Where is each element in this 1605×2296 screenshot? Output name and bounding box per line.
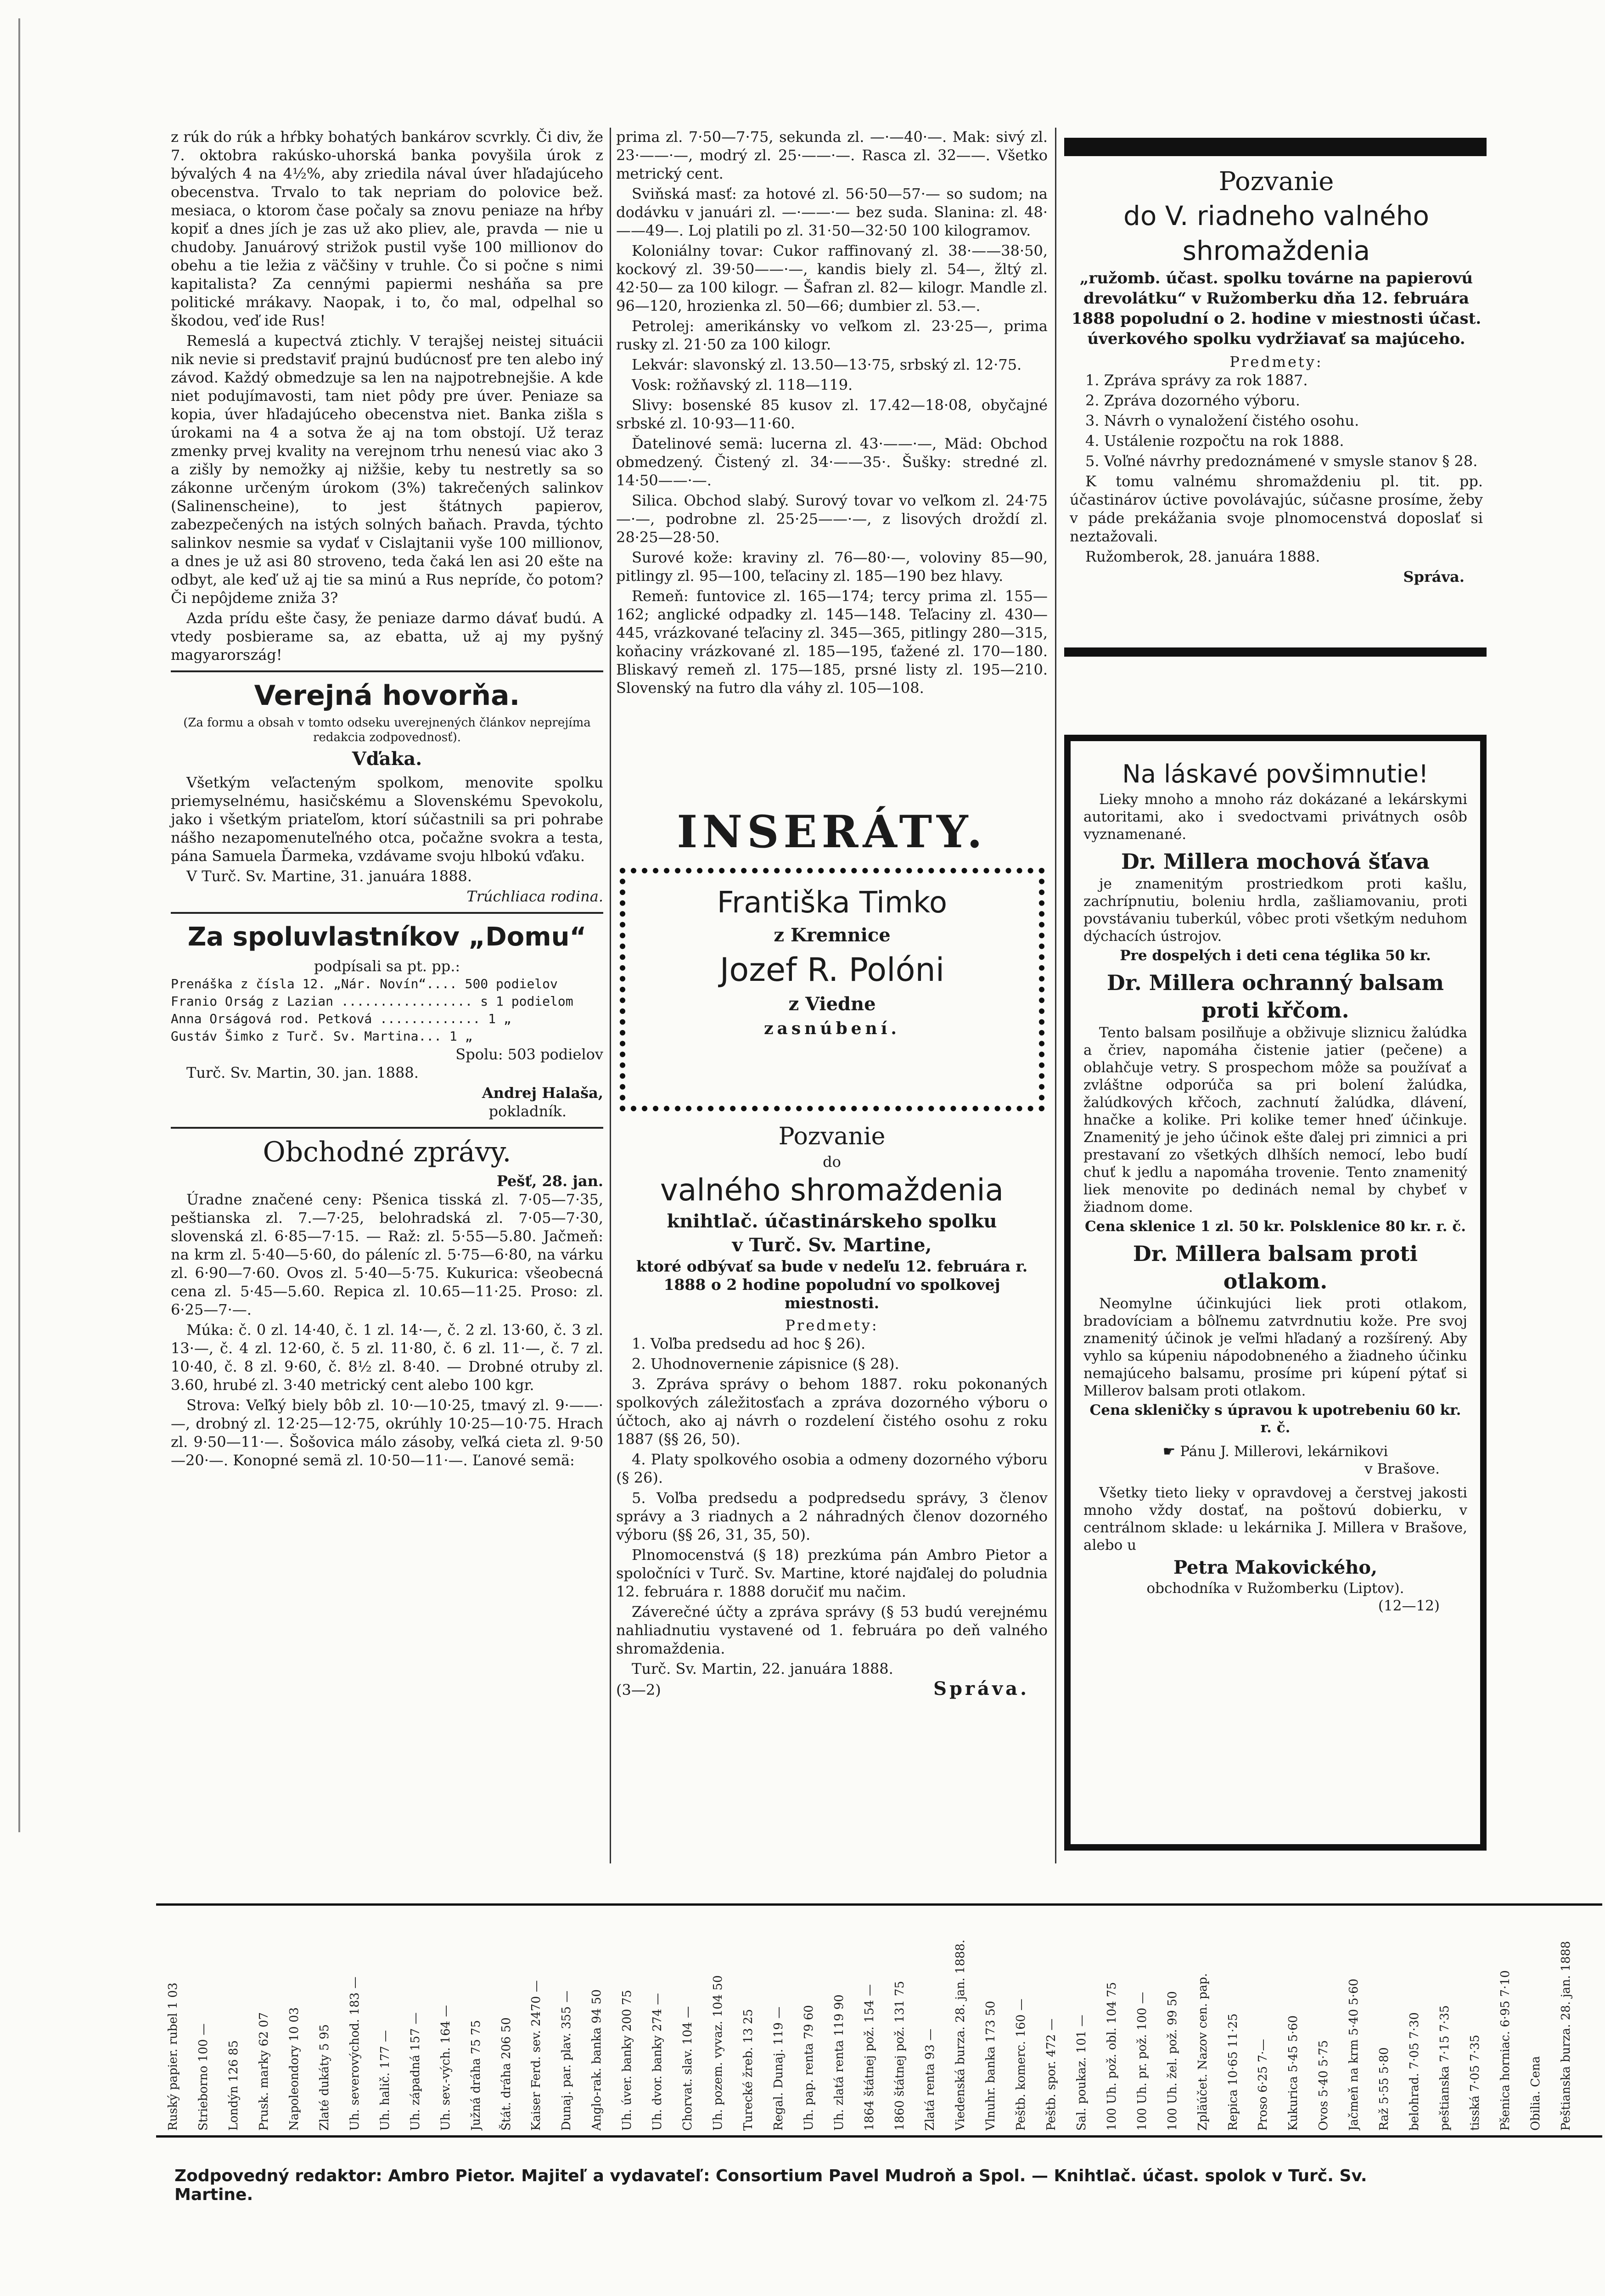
domu-role: pokladník. — [488, 1103, 567, 1120]
table-column: peštianska 7·15 7·35 — [1438, 2005, 1452, 2131]
table-column: Turecké žreb. 13 25 — [741, 2009, 756, 2131]
article-paragraph: Remeslá a kupectvá ztichly. V terajšej neistej situácii nik nevie si predstaviť prajnú budúcnosť pre ten alebo iný závod. Každý obmedzuje sa len na najpotrebnejšie. A kde niet podujímavosti, tam niet pôdy pre úver. Peniaze sa kopia, úver hľadajúceho obecenstva niet. Banka zišla s úrokami na 4 a sotva že aj na tom obstojí. Už teraz zmenky prvej kvality na verejnom trhu nenesú viac ako 3 a zišly by nemožky aj nižšie, keby tu nestretly sa so zákonne určeným úrokom (3%) takrečených salinkov (Salinenscheine), to jest štátnych papierov, zabezpečených na istých solných baňach. Pravda, týchto salinkov nesmie sa vydať v Cislajtanii vyše 100 millionov, a dnes je už asi 80 stroveno, teda čaká len asi 20 ešte na odbyt, ale keď už aj tie sa minú a Rus nepríde, čo potom? Či nepôjdeme zniža 3? — [171, 332, 603, 607]
engaged-name-2: Jozef R. Polóni — [719, 951, 945, 989]
market-paragraph: Koloniálny tovar: Cukor raffinovaný zl. 38·——38·50, kockový zl. 39·50——·—, kandis biely zl. 54—, žltý zl. 42·50— za 100 kilogr. — Šafran zl. 82— kilogr. Mandle zl. 96—120, hrozienka zl. 50—66; dumbier zl. 53.—. — [616, 242, 1048, 315]
table-column: belohrad. 7·05 7·30 — [1408, 2012, 1422, 2131]
agenda-item: 3. Zpráva správy o behom 1887. roku pokonaných spolkových záležitosťach a zpráva dozorného výboru o účtoch, ako aj návrh o rozdelení čistého osohu z roku 1887 (§§ 26, 50). — [616, 1375, 1048, 1448]
page-edge-shadow — [18, 18, 20, 1832]
table-column: 1860 štátnej pož. 131 75 — [892, 1981, 907, 2131]
market-paragraph: prima zl. 7·50—7·75, sekunda zl. —·—40·—. Mak: sivý zl. 23·——·—, modrý zl. 25·——·—. Rasca zl. 32——. Všetko metrický cent. — [616, 128, 1048, 182]
invite-title-main: valného shromaždenia — [660, 1172, 1004, 1208]
table-column: Štát. dráha 206 50 — [499, 2017, 513, 2131]
ad-to: Pánu J. Millerovi, lekárnikovi — [1180, 1443, 1388, 1460]
invite-title-do: do — [823, 1153, 841, 1171]
section-title-obchod: Obchodné zprávy. — [263, 1136, 511, 1168]
table-column: Peštianska burza. 28. jan. 1888 — [1559, 1941, 1573, 2131]
agenda-item: 4. Platy spolkového osobia a odmeny dozorného výboru (§ 26). — [616, 1451, 1048, 1486]
table-column: 100 Uh. žel. pož. 99 50 — [1165, 1991, 1179, 2131]
ad-availability: Všetky tieto lieky v opravdovej a čerstvej jakosti mnoho vždy dostať, na poštovú dobierku, v centrálnom sklade: u lekárnika J. Millera v Brašove, alebo u — [1083, 1485, 1467, 1553]
domu-row: Franio Orság z Lazian ................. s 1 podielom — [171, 994, 573, 1009]
table-column: Repica 10·65 11·25 — [1226, 2013, 1240, 2131]
ad-code: (12—12) — [1378, 1598, 1440, 1614]
agenda-item: 5. Voľba predsedu a podpredsedu správy, 3 členov správy a 3 riadnych a 2 náhradných členov dozorného výboru (§§ 26, 31, 35, 50). — [616, 1489, 1048, 1543]
inseraty-heading: INSERÁTY. — [677, 806, 987, 858]
table-column: Pšenica horniac. 6·95 7·10 — [1498, 1970, 1513, 2131]
heavy-rule — [1064, 138, 1487, 156]
ad-intro: Lieky mnoho a mnoho ráz dokázané a lekárskymi autoritami, ako i svedoctvami privátnych osôb vyznamenané. — [1083, 791, 1467, 843]
agenda-item: 2. Uhodnovernenie zápisnice (§ 28). — [632, 1355, 899, 1373]
table-column: Uh. západná 157 — — [408, 2012, 422, 2131]
invite-paragraph: Plnomocenstvá (§ 18) prezkúma pán Ambro Pietor a spoločníci v Turč. Sv. Martine, ktoré najďalej do poludnia 12. februára r. 1888 doručiť mu načim. — [616, 1546, 1048, 1600]
ad-product-2: Dr. Millera ochranný balsam proti křčom. — [1106, 970, 1444, 1023]
table-column: Londýn 126 85 — [226, 2040, 241, 2131]
ad-product-2-text: Tento balsam posilňuje a obživuje sliznicu žalúdka a čriev, napomáha čistenie jatier (pečene) a oblahčuje vetry. S prospechom môže sa používať a zvláštne odporúča sa pri bolení žalúdka, žalúdkových křčoch, zachnutí žalúdka, dlávení, hnačke a kolike. Pri kolike temer hneď účinkuje. Znamenitý je jeho účinok ešte ďalej pri zimnici a pri prestavaní zo všetkých dlhších nemocí, lebo budí chuť k jedlu a napomáha trovenie. Tento znamenitý liek menovite po dedinách nemal by chybeť v žiadnom dome. — [1083, 1024, 1467, 1216]
table-column: Uh. pozem. vyvaz. 104 50 — [711, 1975, 725, 2131]
table-column: Vlnuhr. banka 173 50 — [983, 2001, 998, 2131]
table-column: Peštb. spor. 472 — — [1044, 2018, 1058, 2131]
ad-to-place: v Brašove. — [1364, 1461, 1440, 1477]
table-column: Regal. Dunaj. 119 — — [772, 2006, 786, 2131]
vdaka-title: Vďaka. — [352, 748, 422, 770]
section-divider — [171, 912, 603, 914]
obchod-paragraph: Strova: Veľký biely bôb zl. 10·—10·25, tmavý zl. 9·——·—, drobný zl. 12·25—12·75, okrúhly 10·25—10·75. Hrach zl. 9·50—11·—. Šošovica málo zásoby, veľká cieta zl. 9·50—20·—. Konopné semä zl. 10·50—11·—. Ľanové semä: — [171, 1396, 603, 1469]
ad-title: Na láskavé povšimnutie! — [1122, 760, 1429, 788]
table-column: Uh. úver. banky 200 75 — [620, 1990, 634, 2131]
table-column: Uh. severovýchod. 183 — — [348, 1976, 362, 2131]
ruzom-paragraph: K tomu valnému shromaždeniu pl. tit. pp. účastinárov úctive povolávajúc, súčasne prosíme, žeby v páde prekážania svoje plnomocenstvá doposlať si neztažovali. — [1070, 473, 1483, 545]
vdaka-date: V Turč. Sv. Martine, 31. januára 1888. — [186, 867, 472, 885]
invite-predmety: Predmety: — [785, 1317, 879, 1334]
table-column: Kukurica 5·45 5·60 — [1286, 2015, 1301, 2131]
table-column: Uh. zlatá renta 119 90 — [832, 1994, 847, 2131]
invite-signature: Správa. — [933, 1678, 1029, 1699]
engaged-name-1: Františka Timko — [717, 886, 948, 920]
ruzom-predmety: Predmety: — [1229, 353, 1323, 371]
table-column: Jačmeň na krm 5·40 5·60 — [1347, 1978, 1361, 2131]
domu-subtitle: podpísali sa pt. pp.: — [314, 957, 460, 975]
market-paragraph: Vosk: rožňavský zl. 118—119. — [632, 376, 853, 394]
agenda-item: 5. Voľné návrhy predoznámené v smysle stanov § 28. — [1085, 452, 1478, 470]
obchod-place: Pešť, 28. jan. — [496, 1172, 603, 1190]
invite-place: v Turč. Sv. Martine, — [732, 1234, 932, 1256]
agenda-item: 1. Voľba predsedu ad hoc § 26). — [632, 1335, 866, 1352]
ad-product-3: Dr. Millera balsam proti otlakom. — [1133, 1241, 1418, 1294]
table-column: Kaiser Ferd. sev. 2470 — — [529, 1980, 544, 2131]
domu-signature: Andrej Halaša, — [482, 1084, 603, 1102]
imprint-footer: Zodpovedný redaktor: Ambro Pietor. Majiteľ a vydavateľ: Consortium Pavel Mudroň a Spol. — Knihtlač. účast. spolok v Turč. Sv. Martine. — [174, 2167, 1367, 2204]
ad-addressee — [1083, 1443, 1467, 1460]
article-paragraph: z rúk do rúk a hŕbky bohatých bankárov scvrkly. Či div, že 7. oktobra rakúsko-uhorská banka povyšila úrok z bývalých 4 na 4½%, aby zriedila nával úver hľadajúceho obecenstva. Trvalo to tak nepriam do polovice bež. mesiaca, o ktorom čase počaly sa znovu peniaze na hŕby kopiť a dnes jích je zas už ako pliev, ale, pravda — nie u chudoby. Januárový strižok pustil vyše 100 millionov do obehu a tie ležia z väčšiny v truhle. Čo si počne s nimi kapitalista? Za cennými papiermi nesháňa sa pre politické mrákavy. Naopak, i to, čo mal, odpelhal so škodou, veď ide Rus! — [171, 128, 603, 329]
table-column: Obilia. Cena — [1529, 2056, 1543, 2131]
domu-list — [171, 975, 603, 1045]
table-column: Južná dráha 75 75 — [469, 2020, 483, 2131]
ad-price-1: Pre dospelých i deti cena téglika 50 kr. — [1120, 947, 1431, 964]
domu-row: Prenáška z čísla 12. „Nár. Novín“.... 500 podielov — [171, 976, 558, 991]
agenda-item: 1. Zpráva správy za rok 1887. — [1085, 371, 1308, 389]
vdaka-signature: Trúchliaca rodina. — [466, 888, 603, 905]
section-note: (Za formu a obsah v tomto odseku uverejnených článkov neprejíma redakcia zodpovednosť). — [183, 716, 591, 744]
table-column: Uh. sev.-vých. 164 — — [438, 2005, 453, 2131]
obchod-paragraph: Múka: č. 0 zl. 14·40, č. 1 zl. 14·—, č. 2 zl. 13·60, č. 3 zl. 13·—, č. 4 zl. 12·60, č. 5 zl. 11·80, č. 6 zl. 11·—, č. 7 zl. 10·40, č. 8 zl. 9·60, č. 8½ zl. 8·40. — Drobné otruby zl. 3.60, hrubé zl. 3·40 metrický cent alebo 100 kgr. — [171, 1321, 603, 1394]
market-paragraph: Sviňská masť: za hotové zl. 56·50—57·— so sudom; na dodávku v januári zl. —·——·— bez suda. Slanina: zl. 48·——49—. Loj platili po zl. 31·50—32·50 100 kilogramov. — [616, 185, 1048, 239]
table-column: Ovos 5·40 5·75 — [1317, 2040, 1331, 2131]
agenda-item: 3. Návrh o vynaložení čistého osohu. — [1085, 412, 1359, 429]
ruzom-date: Ružomberok, 28. januára 1888. — [1085, 548, 1320, 565]
section-title-hovorna: Verejná hovorňa. — [254, 680, 520, 712]
table-column: Zlaté dukáty 5 95 — [317, 2024, 331, 2131]
engaged-origin-2: z Viedne — [788, 993, 876, 1015]
market-paragraph: Silica. Obchod slabý. Surový tovar vo veľkom zl. 24·75—·—, podrobne zl. 25·25——·—, z lisových droždí zl. 28·25—28·50. — [616, 492, 1048, 546]
ruzom-title-main: do V. riadneho valného shromaždenia — [1123, 200, 1429, 266]
table-column: Napoleondory 10 03 — [287, 2007, 301, 2131]
market-paragraph: Slivy: bosenské 85 kusov zl. 17.42—18·08, obyčajné srbské zl. 10·93—11·60. — [616, 396, 1048, 432]
table-column: Uh. halič. 177 — — [378, 2030, 392, 2131]
ad-price-2: Cena sklenice 1 zl. 50 kr. Polsklenice 80 kr. r. č. — [1084, 1218, 1466, 1235]
engaged-origin-1: z Kremnice — [774, 924, 891, 946]
domu-row: Gustáv Šimko z Turč. Sv. Martina... 1 „ — [171, 1029, 473, 1044]
table-column: Chorvat. slav. 104 — — [681, 2006, 695, 2131]
table-column: Ruský papier. rubel 1 03 — [166, 1982, 180, 2131]
heavy-rule — [1064, 647, 1487, 657]
ruzom-title: Pozvanie — [1218, 167, 1334, 197]
domu-date: Turč. Sv. Martin, 30. jan. 1888. — [186, 1064, 419, 1081]
domu-row: Anna Orságová rod. Petková ............. 1 „ — [171, 1011, 511, 1026]
invite-paragraph: Záverečné účty a zpráva správy (§ 53 budú verejnému nahliadnutiu vystavené od 1. februára po deň valného shromaždenia. — [616, 1603, 1048, 1657]
table-column: Dunaj. par. plav. 355 — — [560, 1990, 574, 2131]
pointing-hand-icon: ☛ — [1162, 1443, 1180, 1460]
invite-date: Turč. Sv. Martin, 22. januára 1888. — [632, 1660, 893, 1677]
article-paragraph: Azda prídu ešte časy, že peniaze darmo dávať budú. A vtedy posbierame sa, az ebatta, už aj my pyšný magyarország! — [171, 609, 603, 664]
column-left — [171, 128, 603, 1471]
invite-org: knihtlač. účastinárskeho spolku — [667, 1210, 997, 1232]
ad-product-1: Dr. Millera mochová šťava — [1121, 849, 1430, 874]
table-column: Uh. pap. renta 79 60 — [802, 2005, 816, 2131]
agenda-item: 2. Zpráva dozorného výboru. — [1085, 392, 1300, 409]
market-paragraph: Petrolej: amerikánsky vo veľkom zl. 23·25—, prima rusky zl. 21·50 za 100 kilogr. — [616, 317, 1048, 353]
table-column: Strieborno 100 — — [196, 2023, 210, 2131]
ad-product-1-text: je znamenitým prostriedkom proti kašlu, zachrípnutiu, boleniu hrdla, zašliamovaniu, proti povstávaniu tuberkúl, vôbec proti všetkým neduhom dýchacích ústrojov. — [1083, 876, 1467, 945]
vdaka-text: Všetkým veľacteným spolkom, menovite spolku priemyselnému, hasičskému a Slovenskému Spevokolu, jako i všetkým priateľom, ktorí súčastnili sa pri pohrabe nášho nezapomenuteľného otca, počažne svokra a testa, pána Samuela Ďarmeka, vzdávame svoju hlbokú vďaku. — [171, 774, 603, 865]
agenda-item: 4. Ustálenie rozpočtu na rok 1888. — [1085, 432, 1344, 450]
obchod-paragraph: Úradne značené ceny: Pšenica tisská zl. 7·05—7·35, peštianska zl. 7.—7·25, belohradská zl. 7·05—7·30, slovenská zl. 6·85—7·15. — Raž: zl. 5·55—5.80. Jačmeň: na krm zl. 5·40—5·60, do páleníc zl. 5·75—6·80, na várku zl. 6·90—7·60. Ovos zl. 5·40—5·75. Kukurica: všeobecná cena zl. 5·45—5.60. Repica zl. 10.65—11·25. Proso: zl. 6·25—7·—. — [171, 1191, 603, 1318]
table-column: Peštb. komerc. 160 — — [1014, 1998, 1028, 2131]
table-column: Anglo-rak. banka 94 50 — [590, 1989, 604, 2131]
ad-seller-place: obchodníka v Ružomberku (Liptov). — [1146, 1580, 1404, 1597]
stock-exchange-table — [156, 1903, 1602, 2138]
table-column: Zpläúčet. Nazov cen. pap. — [1195, 1973, 1210, 2131]
engaged-word: zasnúbení. — [764, 1019, 900, 1038]
section-divider — [171, 1127, 603, 1129]
table-column: tisská 7·05 7·35 — [1468, 2034, 1482, 2131]
invite-title: Pozvanie — [778, 1123, 886, 1150]
ruzom-subtitle: „ružomb. účast. spolku továrne na papierovú drevolátku“ v Ružomberku dňa 12. februára 1888 popoludní o 2. hodine v miestnosti účast. úverkového spolku vydržiavať sa majúceho. — [1071, 269, 1482, 348]
market-paragraph: Surové kože: kraviny zl. 76—80·—, voloviny 85—90, pitlingy zl. 95—100, teľaciny zl. 185—190 bez hlavy. — [616, 549, 1048, 585]
column-divider — [1055, 128, 1056, 1863]
table-column: Proso 6·25 7·— — [1256, 2039, 1270, 2131]
invite-footer — [616, 1680, 1048, 1699]
table-column: 1864 štátnej pož. 154 — — [863, 1984, 877, 2131]
invitation-knihtlac — [616, 1120, 1048, 1699]
table-column: Sal. poukaz. 101 — — [1074, 2015, 1089, 2131]
table-column: Raž 5·55 5·80 — [1377, 2047, 1392, 2131]
market-paragraph: Ďatelinové semä: lucerna zl. 43·——·—, Mäd: Obchod obmedzený. Čistený zl. 34·——35·. Šušky: stredné zl. 14·50——·—. — [616, 435, 1048, 489]
invitation-ruzomberok — [1070, 165, 1483, 586]
section-divider — [171, 670, 603, 672]
table-column: Uh. dvor. banky 274 — — [651, 1993, 665, 2131]
ad-seller: Petra Makovického, — [1173, 1557, 1378, 1578]
table-column: Prusk. marky 62 07 — [257, 2012, 271, 2131]
table-column: Zlatá renta 93 — — [923, 2028, 937, 2131]
ad-product-3-text: Neomylne účinkujúci liek proti otlakom, bradovíciam a bôľnemu zatvrdnutiu kože. Pre svoj znamenitý účinok je veľmi hľadaný a rozšírený. Aby vyhlo sa kúpeniu nápodobneného a žiadneho účinku nemajúceho balsamu, prosíme pri kúpení pýtať si Millerov balsam proti otlakom. — [1083, 1295, 1467, 1399]
section-title-domu: Za spoluvlastníkov „Domu“ — [187, 922, 587, 952]
market-paragraph: Lekvár: slavonský zl. 13.50—13·75, srbský zl. 12·75. — [632, 356, 1022, 373]
invite-when: ktoré odbývať sa bude v nedeľu 12. februára r. 1888 o 2 hodine popoludní vo spolkovej miestnosti. — [636, 1257, 1028, 1312]
table-column: 100 Uh. pr. pož. 100 — — [1135, 1992, 1149, 2131]
column-middle — [616, 128, 1048, 699]
column-divider — [610, 128, 611, 1863]
table-column: Viedenská burza. 28. jan. 1888. — [953, 1939, 967, 2131]
ruzom-signature: Správa. — [1403, 568, 1465, 585]
domu-total: Spolu: 503 podielov — [455, 1046, 603, 1063]
ad-price-3: Cena skleničky s úpravou k upotrebeniu 60 kr. r. č. — [1089, 1402, 1461, 1436]
engagement-notice — [620, 868, 1044, 1111]
table-column: 100 Uh. pož. obl. 104 75 — [1105, 1982, 1119, 2131]
market-paragraph: Remeň: funtovice zl. 165—174; tercy prima zl. 155—162; anglické odpadky zl. 145—148. Teľaciny zl. 430—445, vrázkované teľaciny zl. 345—365, pitlingy 280—315, koňaciny vrázkované zl. 185—195, ťažené zl. 170—180. Bliskavý remeň zl. 175—185, prsné listy zl. 195—210. Slovenský na futro dla váhy zl. 105—108. — [616, 587, 1048, 697]
miller-ad — [1083, 758, 1467, 1615]
invite-code: (3—2) — [616, 1681, 661, 1699]
